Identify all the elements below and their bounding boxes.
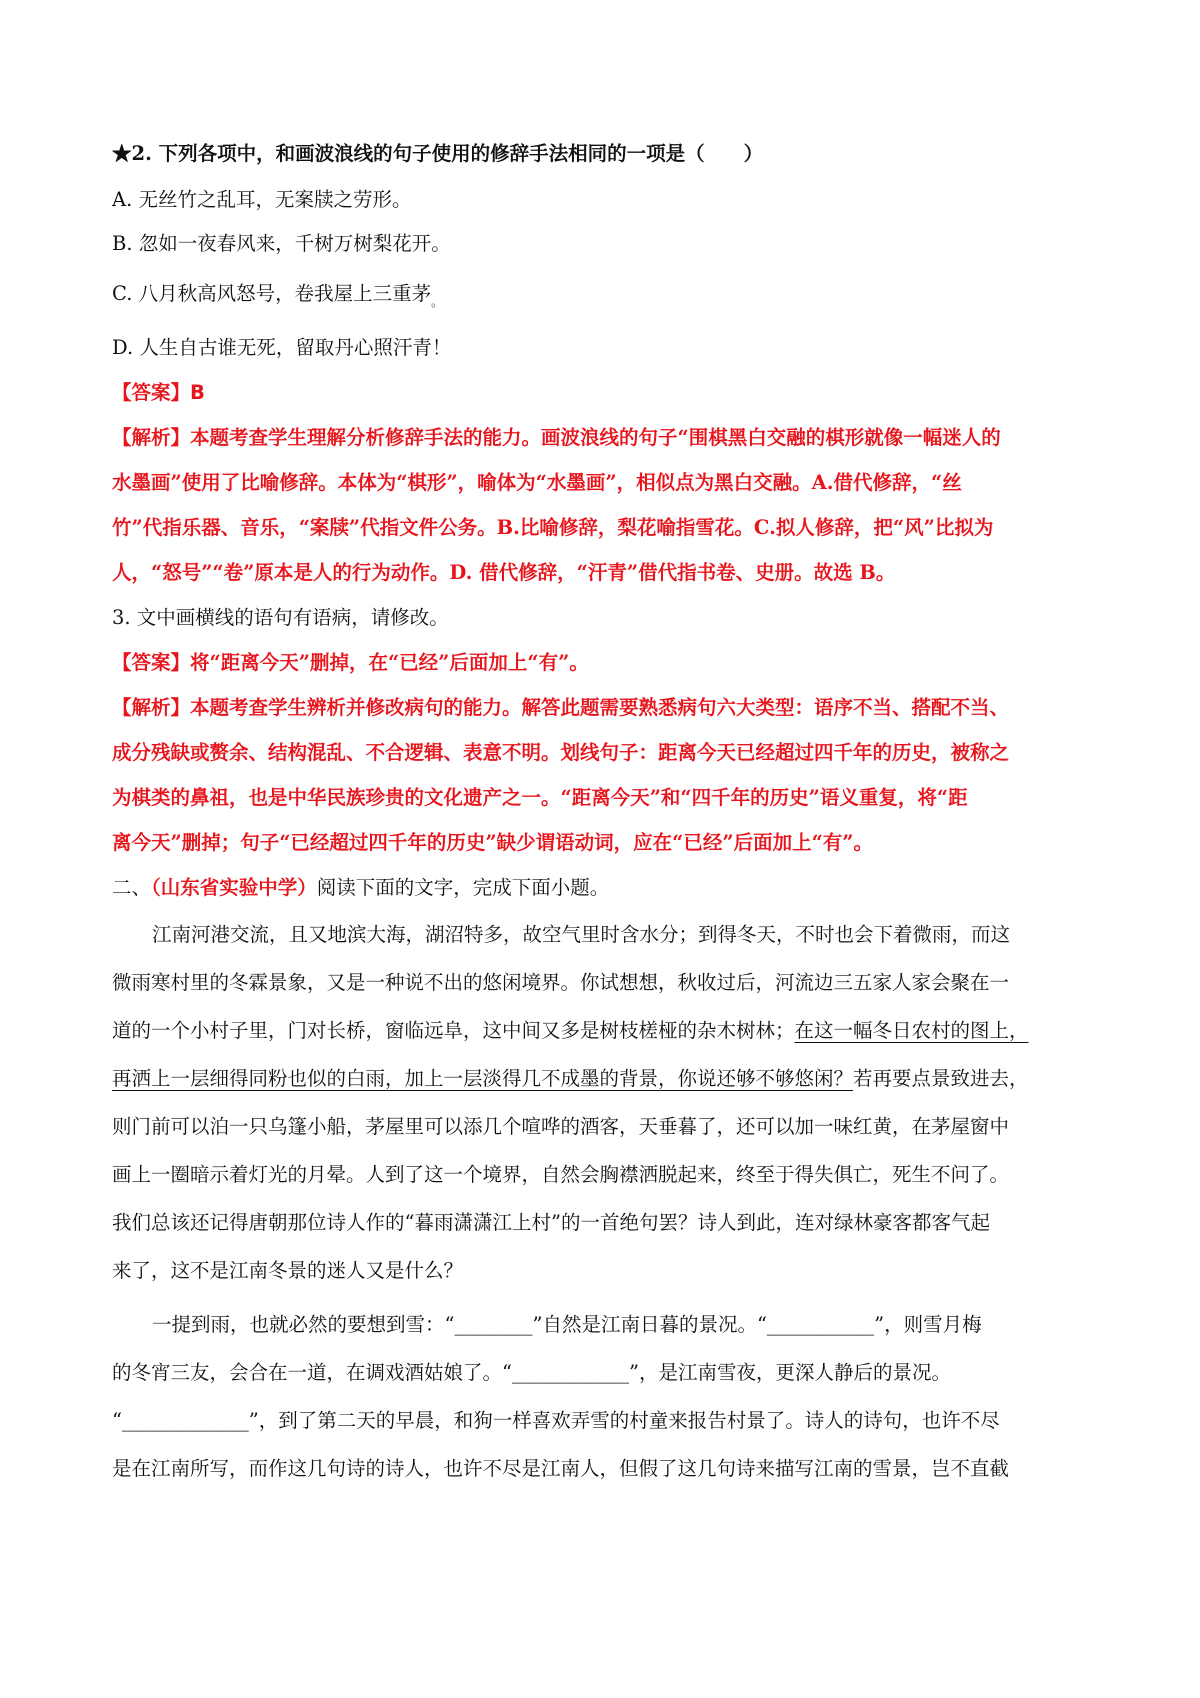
underlined-sentence-part-1: 在这一幅冬日农村的图上， [794, 1019, 1029, 1042]
q2-analysis-line-3: 竹”代指乐器、音乐，“案牍”代指文件公务。B.比喻修辞，梨花喻指雪花。C.拟人修辞，把“风”比拟为 [112, 516, 994, 539]
section-2-prefix: 二、 [112, 876, 152, 899]
passage-p1-line-5: 则门前可以泊一只乌篷小船，茅屋里可以添几个喧哗的酒客，天垂暮了，还可以加一味红黄，在茅屋窗中 [112, 1115, 1010, 1138]
passage-p1-line-8: 来了，这不是江南冬景的迷人又是什么？ [112, 1259, 464, 1282]
q2-stem: ★2. 下列各项中，和画波浪线的句子使用的修辞手法相同的一项是（ ） [112, 142, 764, 165]
passage-p2-line-2: 的冬宵三友，会合在一道，在调戏酒姑娘了。“____________”，是江南雪夜，更深人静后的景况。 [112, 1361, 951, 1384]
q2-analysis-line-1 [112, 424, 1001, 452]
q2-analysis-line-2: 水墨画”使用了比喻修辞。本体为“棋形”，喻体为“水墨画”，相似点为黑白交融。A.借代修辞，“丝 [112, 471, 962, 494]
q2-answer [112, 379, 205, 407]
q3-answer-text: 将“距离今天”删掉，在“已经”后面加上“有”。 [190, 651, 589, 674]
passage-p1-line-4 [112, 1065, 1029, 1093]
q3-answer-label: 【答案】 [112, 651, 191, 674]
q2-option-b: B. 忽如一夜春风来，千树万树梨花开。 [112, 232, 451, 255]
q3-analysis-line-1 [112, 694, 1009, 722]
section-2-header [112, 874, 609, 902]
passage-p2-line-3: “_____________”，到了第二天的早晨，和狗一样喜欢弄雪的村童来报告村景了。诗人的诗句，也许不尽 [112, 1409, 1000, 1432]
passage-p1-line-3-text: 道的一个小村子里，门对长桥，窗临远阜，这中间又多是树枝槎桠的杂木树林； [112, 1019, 795, 1042]
passage-p1-line-1: 江南河港交流，且又地滨大海，湖沼特多，故空气里时含水分；到得冬天，不时也会下着微雨，而这 [152, 923, 1011, 946]
q2-answer-value: B [190, 381, 205, 404]
q3-analysis-line-3: 为棋类的鼻祖，也是中华民族珍贵的文化遗产之一。“距离今天”和“四千年的历史”语义重复，将“距 [112, 786, 968, 809]
passage-p2-line-1: 一提到雨，也就必然的要想到雪：“________”自然是江南日暮的景况。“___________”，则雪月梅 [152, 1313, 982, 1336]
q2-analysis-text-1: 本题考查学生理解分析修辞手法的能力。画波浪线的句子“围棋黑白交融的棋形就像一幅迷人的 [190, 426, 1001, 449]
q3-answer [112, 649, 589, 677]
q3-analysis-line-4: 离今天”删掉；句子“已经超过四千年的历史”缺少谓语动词，应在“已经”后面加上“有”。 [112, 831, 874, 854]
section-2-instruction: 阅读下面的文字，完成下面小题。 [316, 876, 610, 899]
section-2-source: （山东省实验中学） [151, 876, 317, 899]
passage-p1-line-2: 微雨寒村里的冬霖景象，又是一种说不出的悠闲境界。你试想想，秋收过后，河流边三五家人家会聚在一 [112, 971, 1010, 994]
q2-analysis-line-4: 人，“怒号”“卷”原本是人的行为动作。D. 借代修辞，“汗青”借代指书卷、史册。故选 B。 [112, 561, 896, 584]
q2-analysis-label: 【解析】 [112, 426, 191, 449]
q3-analysis-line-2: 成分残缺或赘余、结构混乱、不合逻辑、表意不明。划线句子：距离今天已经超过四千年的历史，被称之 [112, 741, 1010, 764]
q3-stem: 3. 文中画横线的语句有语病，请修改。 [112, 606, 449, 629]
passage-p1-line-4-tail: 若再要点景致进去， [853, 1067, 1029, 1090]
q3-analysis-label: 【解析】 [112, 696, 191, 719]
passage-p1-line-7: 我们总该还记得唐朝那位诗人作的“暮雨潇潇江上村”的一首绝句罢？诗人到此，连对绿林豪客都客气起 [112, 1211, 990, 1234]
q3-analysis-text-1: 本题考查学生辨析并修改病句的能力。解答此题需要熟悉病句六大类型：语序不当、搭配不当、 [190, 696, 1010, 719]
underlined-sentence-part-2: 再洒上一层细得同粉也似的白雨，加上一层淡得几不成墨的背景，你说还够不够悠闲？ [112, 1067, 854, 1090]
q2-option-a: A. 无丝竹之乱耳，无案牍之劳形。 [112, 188, 412, 211]
q2-option-c-text: C. 八月秋高风怒号，卷我屋上三重茅 [112, 282, 432, 305]
q2-option-d: D. 人生自古谁无死，留取丹心照汗青！ [112, 336, 452, 359]
passage-p1-line-3 [112, 1017, 1029, 1045]
q2-option-c-end: 。 [431, 295, 444, 309]
q2-answer-label: 【答案】 [112, 381, 191, 404]
passage-p1-line-6: 画上一圈暗示着灯光的月晕。人到了这一个境界，自然会胸襟洒脱起来，终至于得失俱亡，死生不问了。 [112, 1163, 1010, 1186]
passage-p2-line-4: 是在江南所写，而作这几句诗的诗人，也许不尽是江南人，但假了这几句诗来描写江南的雪景，岂不直截 [112, 1457, 1010, 1480]
q2-option-c [112, 280, 443, 316]
